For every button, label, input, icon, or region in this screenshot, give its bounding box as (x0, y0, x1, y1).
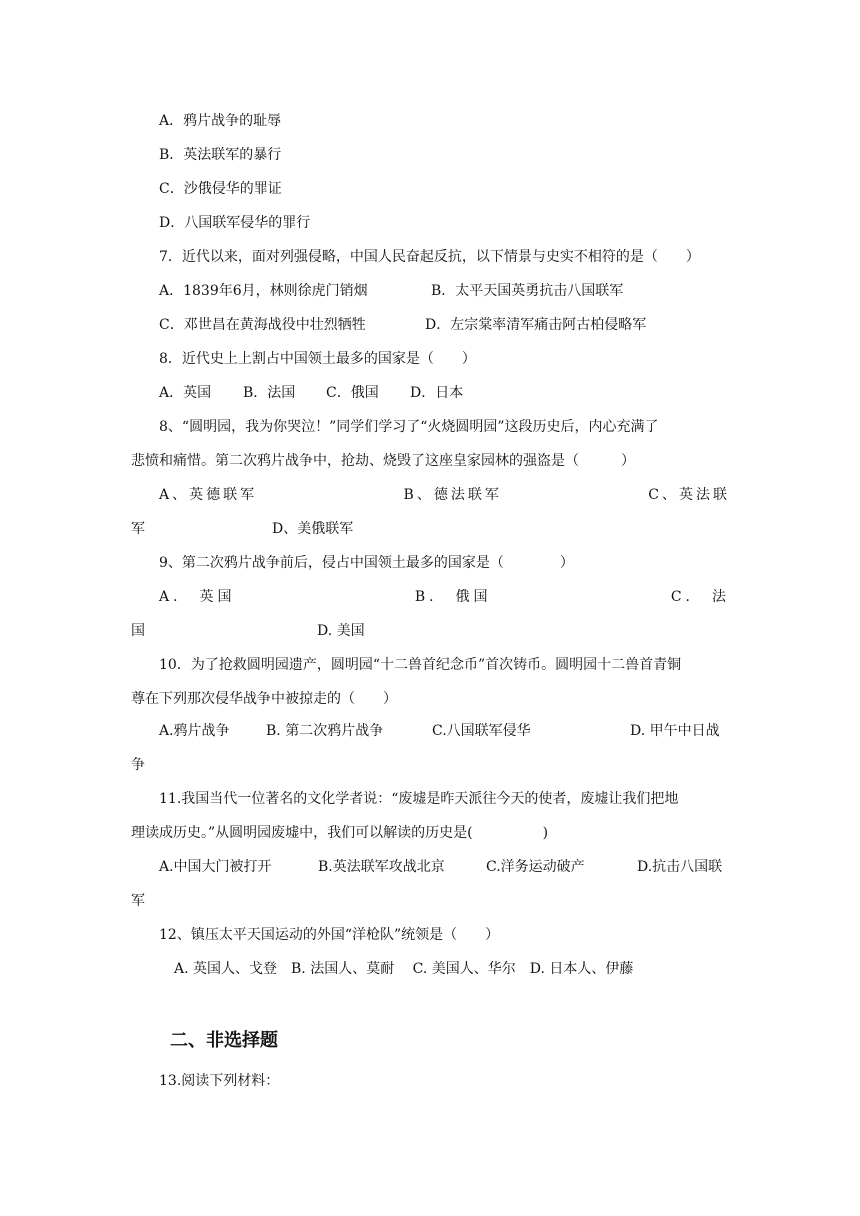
question-8a-option-a: A．英国 (159, 385, 212, 401)
question-9-option-b: B． 俄国 (414, 589, 492, 605)
question-8a-option-c: C．俄国 (326, 385, 379, 401)
question-8b-option-b: B、德法联军 (403, 487, 502, 503)
option-d: D．八国联军侵华的罪行 (159, 215, 311, 231)
question-10-option-c: C.八国联军侵华 (432, 723, 531, 739)
question-11-stem-line-2: 理读成历史。”从圆明园废墟中，我们可以解读的历史是( ) (131, 825, 549, 841)
question-8b-option-d: D、美俄联军 (272, 521, 354, 537)
question-10-option-d-wrap: 争 (131, 757, 145, 773)
question-10-option-d: D. 甲午中日战 (630, 723, 720, 739)
question-8b-option-a: A、英德联军 (159, 487, 258, 503)
question-11-stem-line-1: 11.我国当代一位著名的文化学者说：“废墟是昨天派往今天的使者，废墟让我们把地 (159, 791, 679, 807)
question-10-stem-line-2: 尊在下列那次侵华战争中被掠走的（ ） (131, 691, 397, 707)
question-7-option-c: C．邓世昌在黄海战役中壮烈牺牲 (159, 317, 366, 333)
question-10-option-a: A.鸦片战争 (159, 723, 230, 739)
question-8a-stem: 8．近代史上上割占中国领土最多的国家是（ ） (159, 351, 476, 367)
question-7-option-a: A．1839年6月，林则徐虎门销烟 (159, 283, 368, 299)
question-11-option-b: B.英法联军攻战北京 (318, 859, 445, 875)
question-10-option-b: B. 第二次鸦片战争 (266, 723, 384, 739)
question-7-option-b: B．太平天国英勇抗击八国联军 (431, 283, 624, 299)
question-8b-option-c: C、英法联 (648, 487, 730, 503)
option-a: A．鸦片战争的耻辱 (159, 113, 282, 129)
question-9-options-row (159, 587, 730, 607)
question-12-options: A. 英国人、戈登 B. 法国人、莫耐 C. 美国人、华尔 D. 日本人、伊藤 (174, 961, 634, 977)
question-9-option-d: D. 美国 (317, 623, 365, 639)
question-7-stem: 7．近代以来，面对列强侵略，中国人民奋起反抗，以下情景与史实不相符的是（ ） (159, 249, 700, 265)
question-9-option-c: C． 法 (670, 589, 730, 605)
question-7-option-d: D．左宗棠率清军痛击阿古柏侵略军 (425, 317, 647, 333)
question-8a-option-d: D．日本 (410, 385, 464, 401)
question-13-stem: 13.阅读下列材料： (159, 1073, 280, 1089)
section-heading: 二、非选择题 (170, 1030, 278, 1051)
question-8b-option-c-wrap: 军 (131, 521, 145, 537)
option-c: C．沙俄侵华的罪证 (159, 181, 282, 197)
question-9-stem: 9、第二次鸦片战争前后，侵占中国领土最多的国家是（ ） (159, 555, 574, 571)
question-8a-option-b: B．法国 (243, 385, 296, 401)
question-11-option-d: D.抗击八国联 (637, 859, 723, 875)
question-11-option-d-wrap: 军 (131, 893, 145, 909)
question-11-option-c: C.洋务运动破产 (486, 859, 585, 875)
question-9-option-a: A． 英国 (159, 589, 236, 605)
question-10-stem-line-1: 10．为了抢救圆明园遗产，圆明园“十二兽首纪念币”首次铸币。圆明园十二兽首青铜 (159, 657, 682, 673)
question-12-stem: 12、镇压太平天国运动的外国“洋枪队”统领是（ ） (159, 927, 500, 943)
option-b: B．英法联军的暴行 (159, 147, 282, 163)
question-8b-options-row (159, 485, 730, 505)
question-8b-stem-line-2: 悲愤和痛惜。第二次鸦片战争中，抢劫、烧毁了这座皇家园林的强盗是（ ） (131, 453, 635, 469)
question-9-option-c-wrap: 国 (131, 623, 145, 639)
question-11-option-a: A.中国大门被打开 (159, 859, 272, 875)
question-8b-stem-line-1: 8、“圆明园，我为你哭泣！”同学们学习了“火烧圆明园”这段历史后，内心充满了 (159, 419, 659, 435)
